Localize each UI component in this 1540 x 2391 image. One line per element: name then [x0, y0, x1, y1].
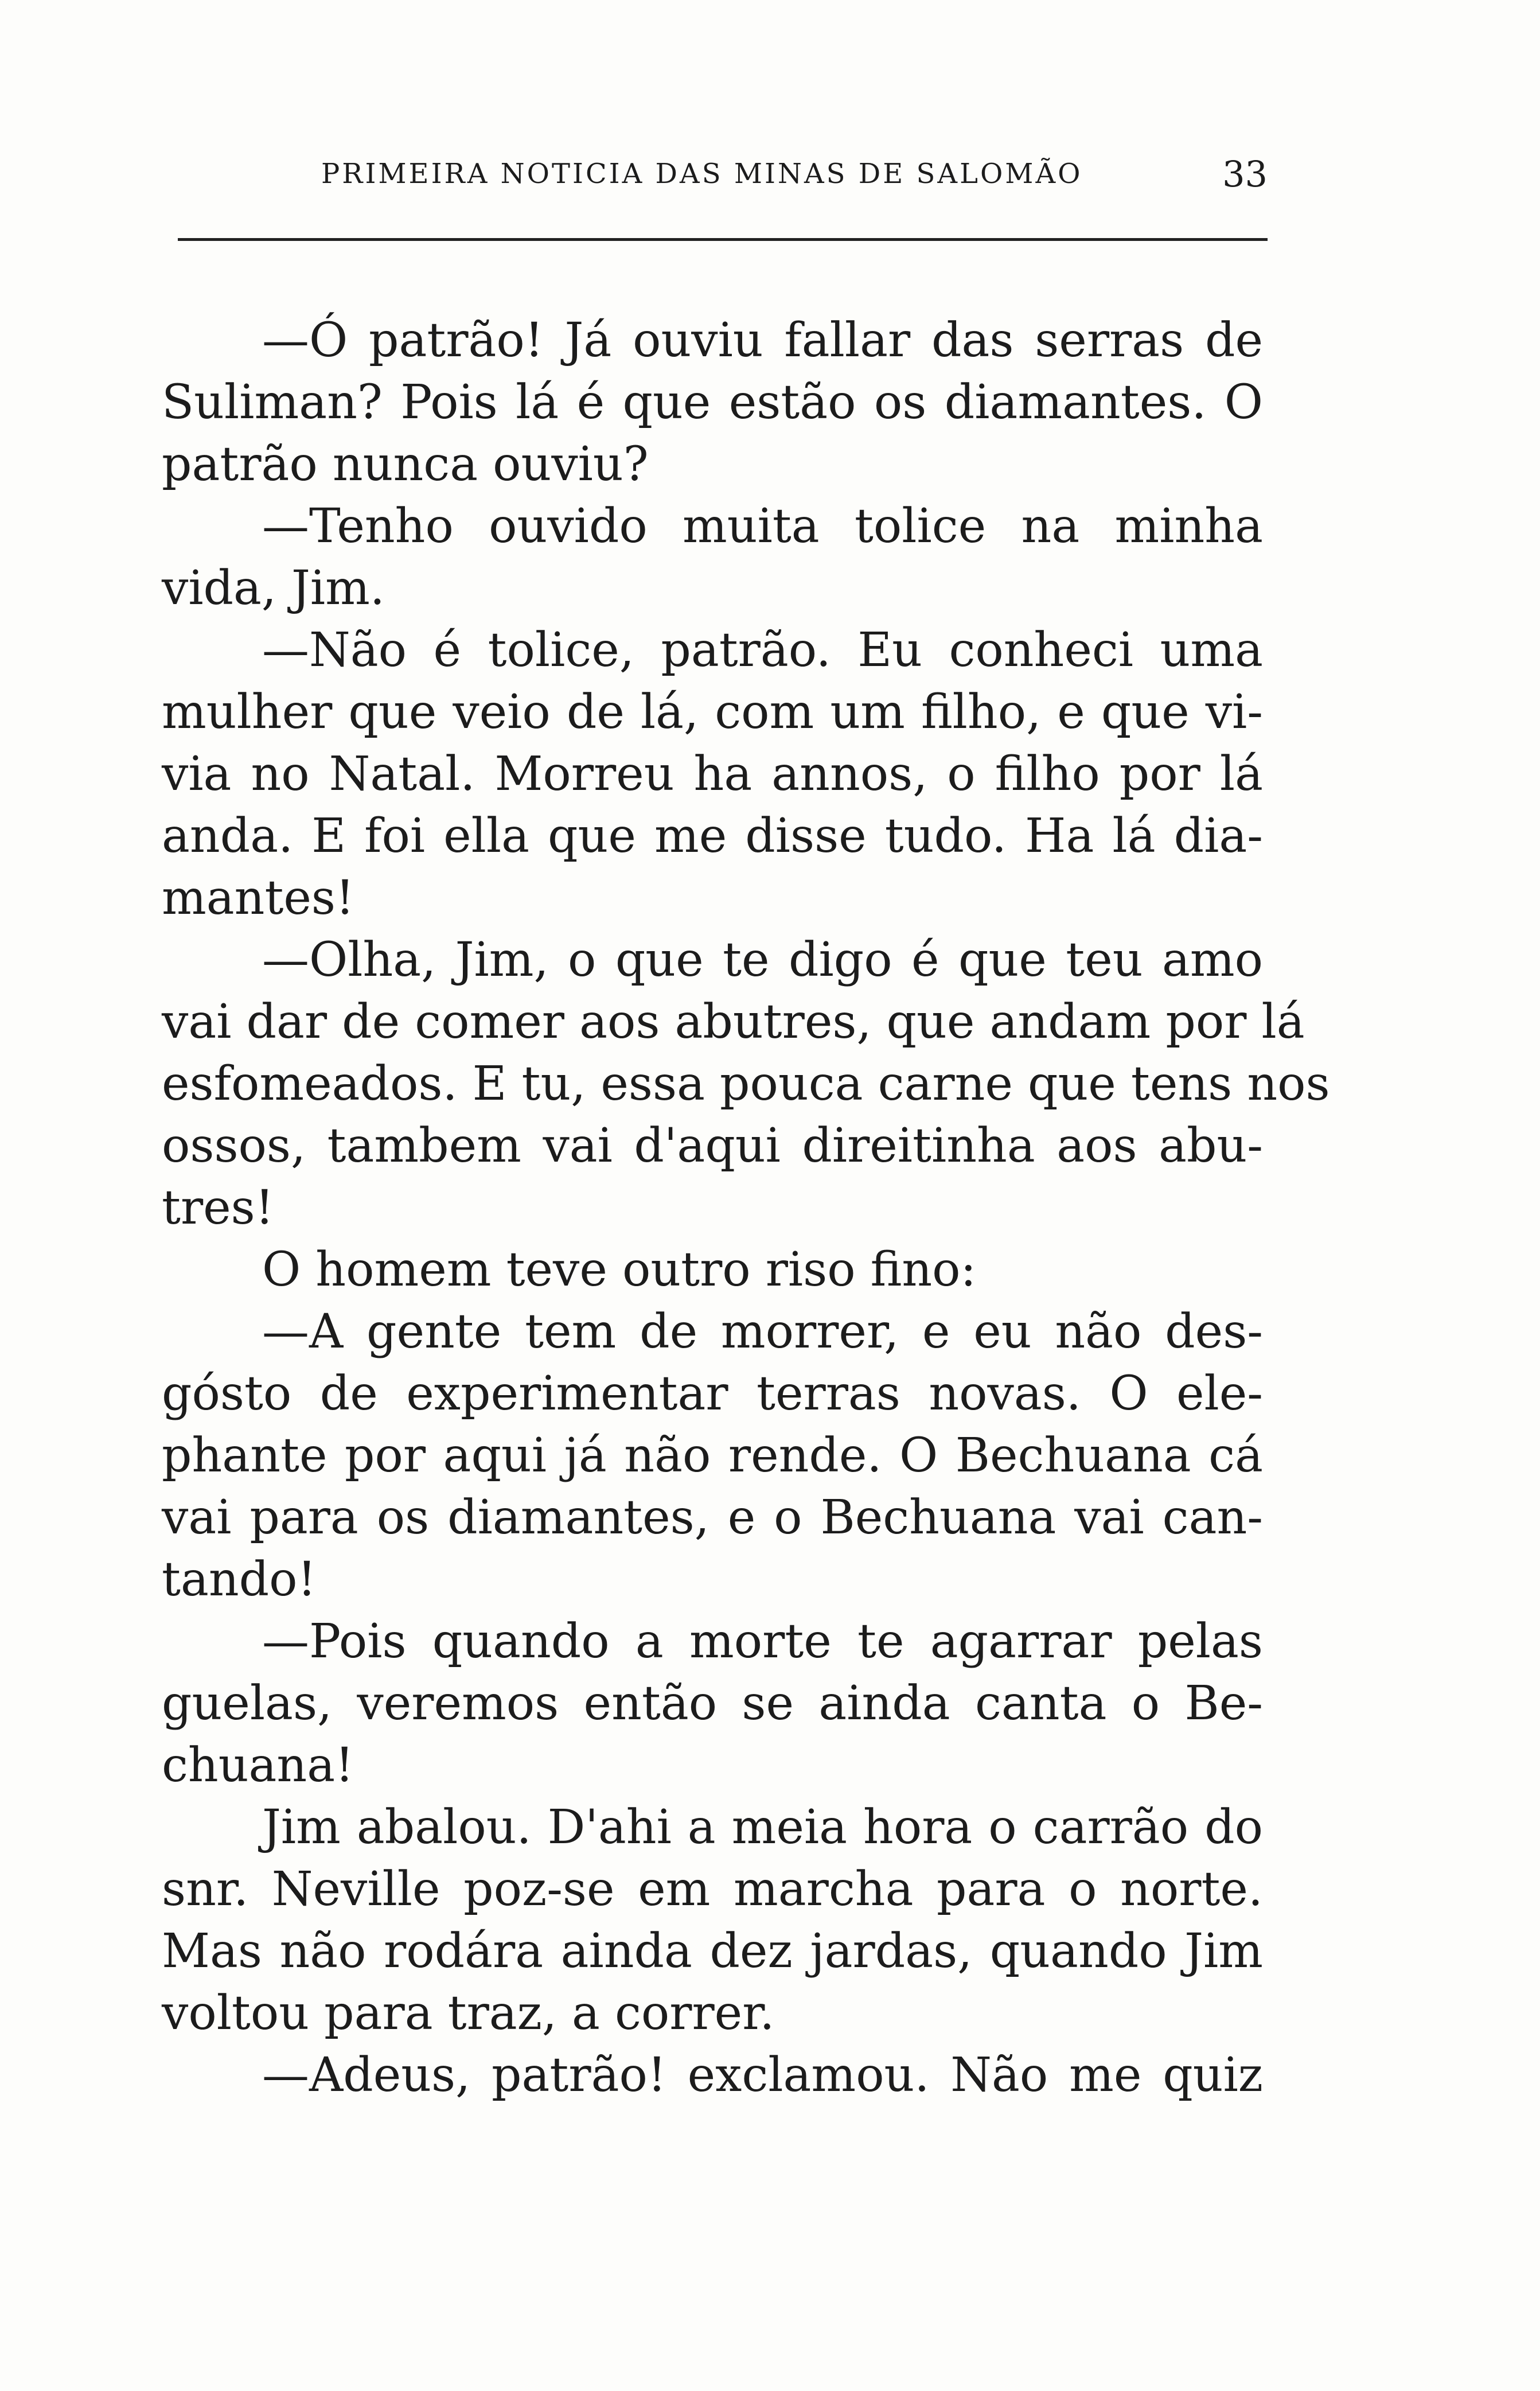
body-text — [162, 310, 1330, 2106]
text-line: —A gente tem de morrer, e eu não des- — [262, 1304, 1263, 1359]
text-line: tres! — [162, 1181, 274, 1235]
text-line: anda. E foi ella que me disse tudo. Ha lá dia- — [162, 809, 1263, 863]
text-line: —Ó patrão! Já ouviu fallar das serras de — [262, 313, 1263, 368]
text-line: guelas, veremos então se ainda canta o Be- — [162, 1676, 1263, 1731]
text-line: Suliman? Pois lá é que estão os diamantes. O — [162, 375, 1263, 430]
text-line: —Pois quando a morte te agarrar pelas — [262, 1614, 1263, 1669]
text-line: chuana! — [162, 1738, 354, 1793]
running-title: PRIMEIRA NOTICIA DAS MINAS DE SALOMÃO — [321, 158, 1083, 190]
text-line: snr. Neville poz-se em marcha para o norte. — [162, 1862, 1263, 1917]
text-line: tando! — [162, 1552, 317, 1607]
text-line: mulher que veio de lá, com um filho, e que vi- — [162, 685, 1263, 739]
page-number: 33 — [1222, 153, 1268, 195]
text-line: —Adeus, patrão! exclamou. Não me quiz — [262, 2048, 1263, 2102]
text-line: vida, Jim. — [162, 561, 385, 616]
text-line: —Olha, Jim, o que te digo é que teu amo — [262, 933, 1263, 987]
text-line: Mas não rodára ainda dez jardas, quando Jim — [162, 1924, 1263, 1979]
text-line: —Tenho ouvido muita tolice na minha — [262, 499, 1263, 554]
text-line: esfomeados. E tu, essa pouca carne que tens nos — [162, 1057, 1330, 1111]
text-line: phante por aqui já não rende. O Bechuana cá — [162, 1428, 1263, 1483]
text-line: voltou para traz, a correr. — [162, 1986, 775, 2040]
text-line: —Não é tolice, patrão. Eu conheci uma — [262, 623, 1263, 677]
text-line: Jim abalou. D'ahi a meia hora o carrão do — [262, 1800, 1263, 1855]
header-rule — [178, 238, 1268, 241]
page-header — [310, 146, 1268, 209]
text-line: vai dar de comer aos abutres, que andam por lá — [162, 995, 1305, 1049]
text-line: gósto de experimentar terras novas. O ele- — [162, 1366, 1263, 1421]
text-line: O homem teve outro riso fino: — [262, 1243, 977, 1297]
text-line: via no Natal. Morreu ha annos, o filho por lá — [162, 747, 1263, 801]
text-line: vai para os diamantes, e o Bechuana vai can- — [162, 1490, 1263, 1545]
text-line: mantes! — [162, 871, 354, 925]
text-line: patrão nunca ouviu? — [162, 437, 649, 492]
text-line: ossos, tambem vai d'aqui direitinha aos abu- — [162, 1119, 1263, 1173]
